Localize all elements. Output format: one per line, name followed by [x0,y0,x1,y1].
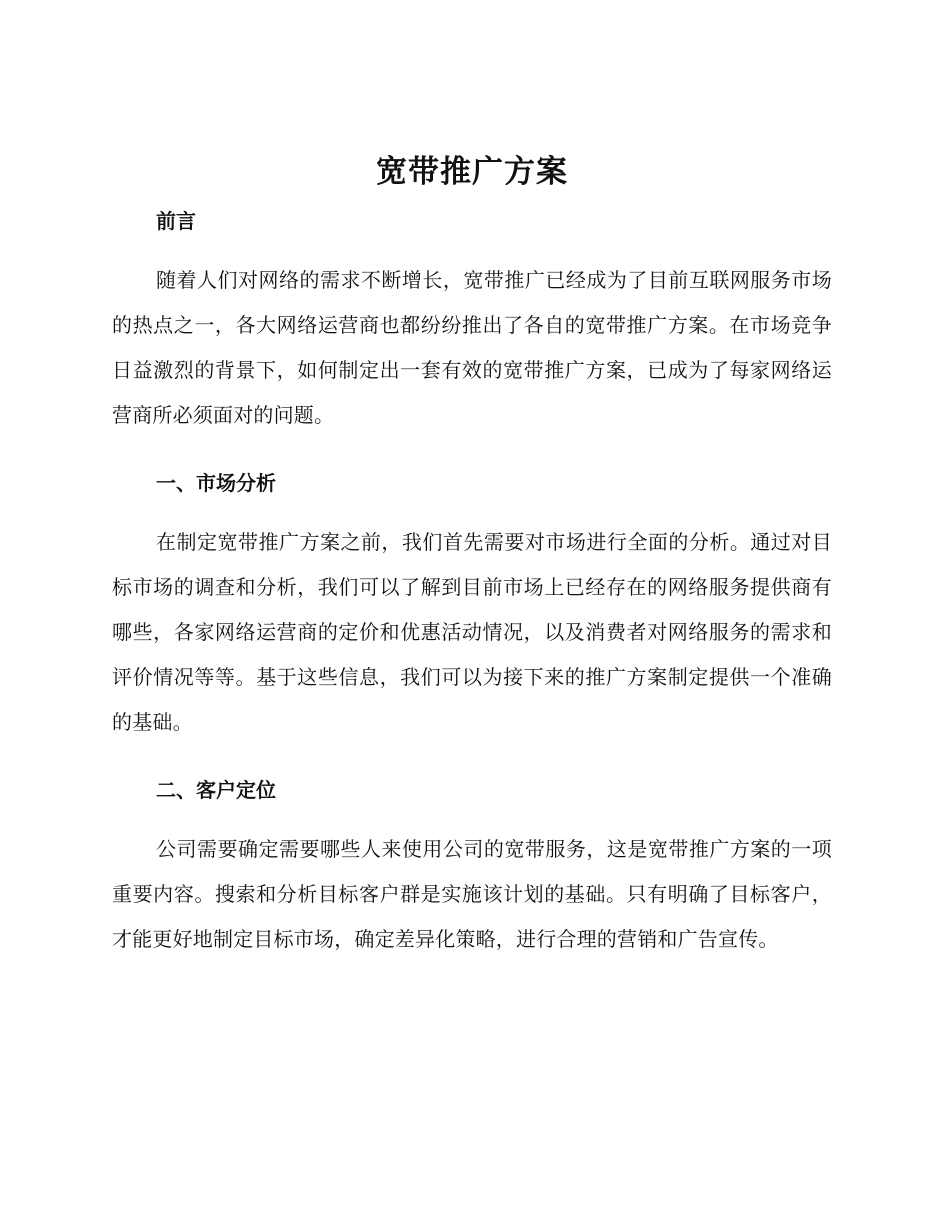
section-paragraph-preface: 随着人们对网络的需求不断增长，宽带推广已经成为了目前互联网服务市场的热点之一，各大网络运营商也都纷纷推出了各自的宽带推广方案。在市场竞争日益激烈的背景下，如何制定出一套有效的宽带推广方案，已成为了每家网络运营商所必须面对的问题。 [112,268,832,427]
document-title: 宽带推广方案 [376,154,568,190]
section-heading-customer-positioning: 二、客户定位 [156,778,276,802]
section-paragraph-market-analysis: 在制定宽带推广方案之前，我们首先需要对市场进行全面的分析。通过对目标市场的调查和分析，我们可以了解到目前市场上已经存在的网络服务提供商有哪些，各家网络运营商的定价和优惠活动情况，以及消费者对网络服务的需求和评价情况等等。基于这些信息，我们可以为接下来的推广方案制定提供一个准确的基础。 [112,530,832,734]
document-body [112,146,832,962]
section-heading-market-analysis: 一、市场分析 [156,471,276,495]
section-paragraph-customer-positioning: 公司需要确定需要哪些人来使用公司的宽带服务，这是宽带推广方案的一项重要内容。搜索和分析目标客户群是实施该计划的基础。只有明确了目标客户，才能更好地制定目标市场，确定差异化策略，进行合理的营销和广告宣传。 [112,837,832,951]
section-heading-preface: 前言 [156,209,196,233]
